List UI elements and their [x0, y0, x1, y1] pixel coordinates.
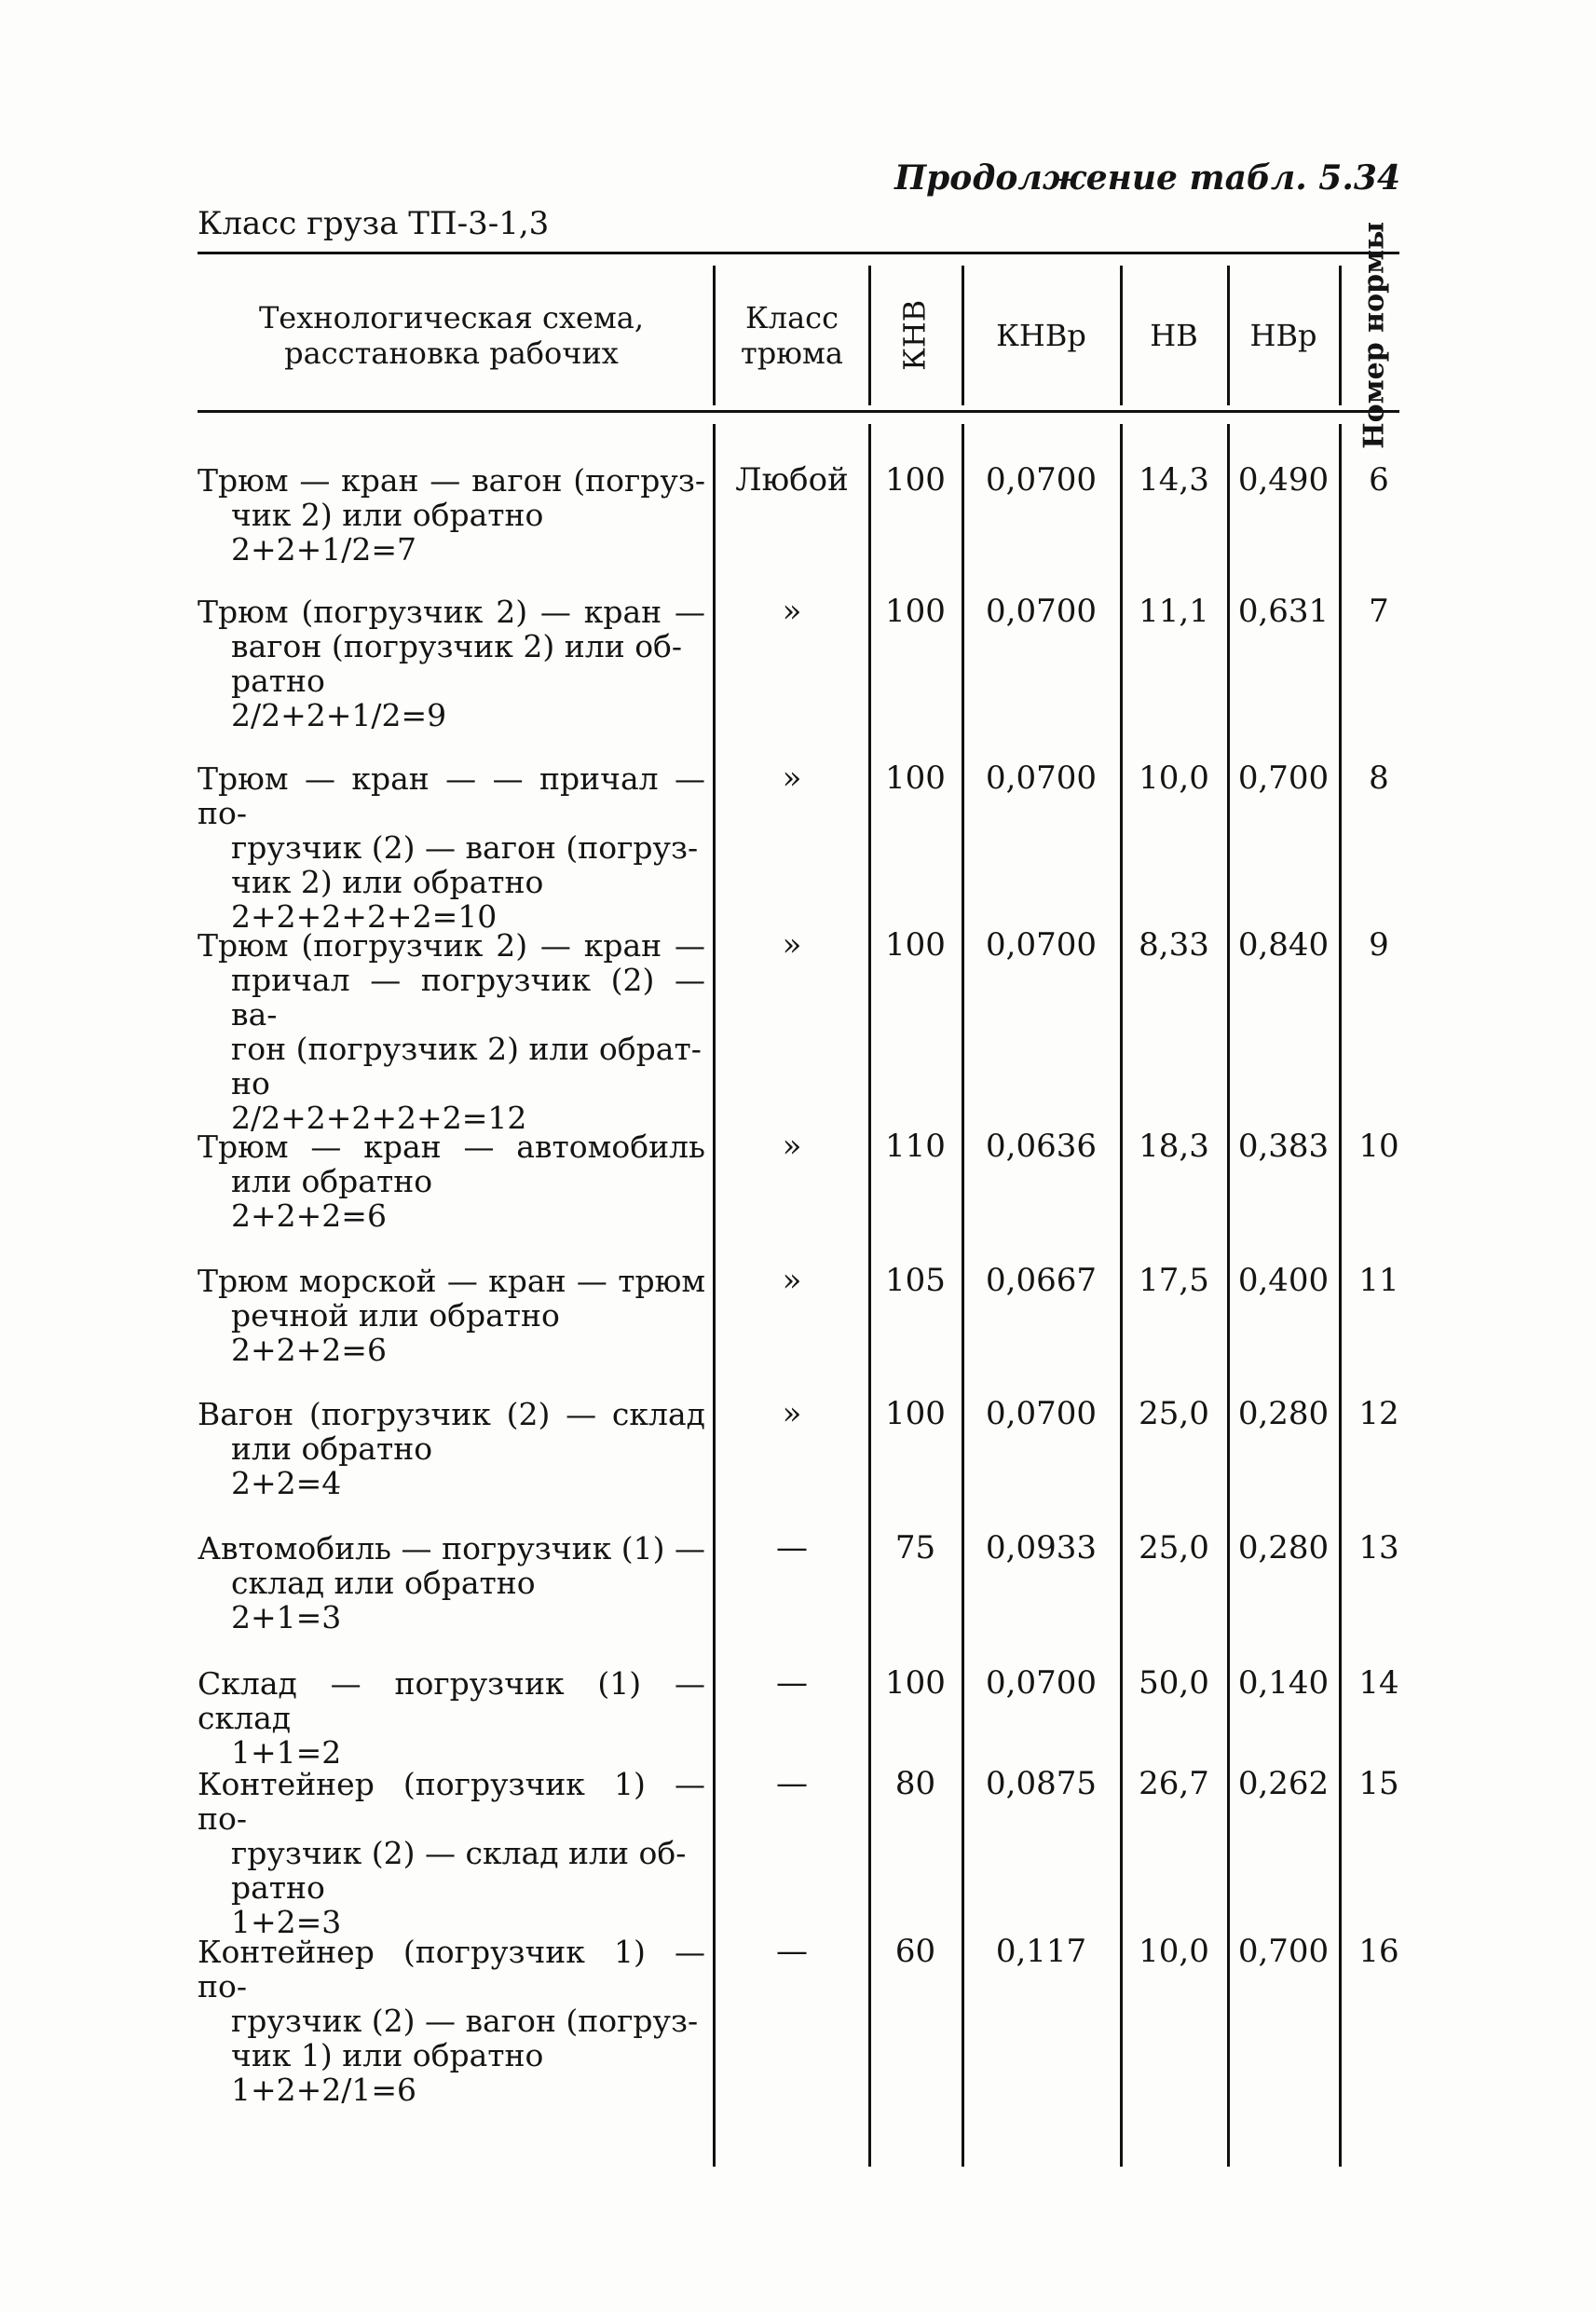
scheme-line: чик 2) или обратно [231, 497, 544, 533]
hold-class-cell: » [782, 1395, 802, 1432]
scheme-line: Трюм — кран — — причал — по- [198, 760, 705, 831]
knv-r-cell: 0,0636 [986, 1128, 1097, 1165]
knv-r-cell: 0,117 [995, 1933, 1087, 1970]
knv-cell: 100 [885, 1395, 946, 1432]
scheme-line: Трюм — кран — автомобиль [198, 1129, 705, 1165]
column-header-hold-class: Класс трюма [740, 299, 843, 371]
scheme-line: чик 1) или обратно [231, 2037, 544, 2073]
nv-cell: 10,0 [1139, 759, 1209, 797]
scheme-line: 1+2+2/1=6 [231, 2072, 417, 2108]
header-column-divider [1120, 266, 1123, 405]
scheme-cell [198, 595, 705, 732]
knv-r-cell: 0,0700 [986, 461, 1097, 499]
scheme-line: 2+2+2=6 [231, 1332, 387, 1368]
scheme-line: Вагон (погрузчик (2) — склад [198, 1396, 705, 1432]
nv-r-cell: 0,140 [1237, 1664, 1330, 1702]
scheme-line: 2+2=4 [231, 1465, 342, 1501]
knv-r-cell: 0,0700 [986, 1664, 1097, 1702]
column-header-nv-r: НВр [1249, 317, 1317, 353]
knv-cell: 100 [885, 759, 946, 797]
norm-number-cell: 9 [1369, 926, 1389, 964]
nv-cell: 25,0 [1139, 1529, 1209, 1566]
scheme-line: Трюм (погрузчик 2) — кран — [198, 927, 705, 964]
scheme-line: гон (погрузчик 2) или обрат- [231, 1031, 702, 1067]
knv-cell: 100 [885, 593, 946, 630]
nv-r-cell: 0,383 [1237, 1128, 1330, 1165]
scheme-cell [198, 463, 705, 567]
scheme-line: Трюм (погрузчик 2) — кран — [198, 594, 705, 630]
knv-cell: 60 [894, 1933, 936, 1970]
column-header-nv: НВ [1150, 317, 1198, 353]
scheme-line: Трюм — кран — вагон (погруз- [198, 462, 705, 499]
nv-cell: 11,1 [1139, 593, 1209, 630]
scheme-cell [198, 1935, 705, 2107]
scheme-line: 2/2+2+2+2+2=12 [231, 1100, 527, 1136]
hold-class-cell: — [776, 1765, 808, 1802]
knv-cell: 105 [885, 1262, 946, 1299]
scheme-line: вагон (погрузчик 2) или об- [231, 628, 683, 664]
knv-r-cell: 0,0933 [986, 1529, 1097, 1566]
column-header-norm-number [1342, 222, 1407, 449]
norm-number-cell: 14 [1358, 1664, 1399, 1702]
nv-cell: 50,0 [1139, 1664, 1209, 1702]
norm-number-cell: 7 [1369, 593, 1389, 630]
header-column-divider [868, 266, 871, 405]
knv-r-cell: 0,0700 [986, 926, 1097, 964]
scheme-cell [198, 1531, 705, 1635]
hold-class-cell: » [782, 593, 802, 630]
norm-number-cell: 11 [1358, 1262, 1399, 1299]
scheme-line: но [231, 1065, 270, 1101]
hold-class-cell: » [782, 1128, 802, 1165]
scheme-line: ратно [231, 1869, 325, 1906]
scheme-line: Трюм морской — кран — трюм [198, 1263, 705, 1299]
nv-r-cell: 0,490 [1237, 461, 1330, 499]
scheme-cell [198, 928, 705, 1135]
scheme-line: грузчик (2) — вагон (погруз- [231, 829, 699, 866]
nv-r-cell: 0,280 [1237, 1529, 1330, 1566]
knv-cell: 75 [894, 1529, 936, 1566]
body-column-divider [713, 424, 716, 2167]
scheme-line: Склад — погрузчик (1) — склад [198, 1665, 705, 1736]
norm-number-cell: 8 [1369, 759, 1389, 797]
knv-r-cell: 0,0700 [986, 1395, 1097, 1432]
scheme-line: 2+2+1/2=7 [231, 531, 417, 568]
scheme-cell [198, 1666, 705, 1770]
knv-cell: 100 [885, 1664, 946, 1702]
header-column-divider [1339, 266, 1342, 405]
nv-cell: 26,7 [1139, 1765, 1209, 1802]
scheme-line: склад или обратно [231, 1565, 536, 1601]
header-rule [198, 410, 1399, 413]
scheme-line: 1+1=2 [231, 1734, 342, 1771]
scheme-line: 2/2+2+1/2=9 [231, 697, 447, 733]
scheme-cell [198, 1397, 705, 1500]
header-column-divider [962, 266, 964, 405]
scheme-line: причал — погрузчик (2) — ва- [231, 962, 705, 1033]
nv-r-cell: 0,631 [1237, 593, 1330, 630]
hold-class-cell: » [782, 926, 802, 964]
hold-class-cell: — [776, 1933, 808, 1970]
column-header-knv-text: КНВ [896, 299, 933, 372]
nv-cell: 25,0 [1139, 1395, 1209, 1432]
nv-cell: 10,0 [1139, 1933, 1209, 1970]
header-column-divider [1227, 266, 1230, 405]
scheme-line: 2+1=3 [231, 1599, 342, 1635]
knv-cell: 80 [894, 1765, 936, 1802]
top-rule [198, 252, 1399, 254]
nv-r-cell: 0,840 [1237, 926, 1330, 964]
column-header-knv [871, 270, 960, 401]
scheme-cell [198, 1129, 705, 1233]
column-header-scheme: Технологическая схема, расстановка рабочих [258, 299, 645, 371]
norm-number-cell: 12 [1358, 1395, 1399, 1432]
hold-class-cell: » [782, 1262, 802, 1299]
nv-cell: 18,3 [1139, 1128, 1209, 1165]
knv-cell: 110 [885, 1128, 946, 1165]
scheme-line: 2+2+2+2+2=10 [231, 898, 498, 935]
header-column-divider [713, 266, 716, 405]
knv-cell: 100 [885, 461, 946, 499]
nv-r-cell: 0,700 [1237, 759, 1330, 797]
scheme-line: Контейнер (погрузчик 1) — по- [198, 1766, 705, 1837]
table-continuation-label: Продолжение табл. 5.34 [894, 158, 1400, 198]
norm-number-cell: 15 [1358, 1765, 1399, 1802]
norm-number-cell: 10 [1358, 1128, 1399, 1165]
scheme-line: чик 2) или обратно [231, 864, 544, 900]
nv-r-cell: 0,400 [1237, 1262, 1330, 1299]
nv-r-cell: 0,262 [1237, 1765, 1330, 1802]
hold-class-cell: — [776, 1664, 808, 1702]
knv-r-cell: 0,0700 [986, 759, 1097, 797]
scheme-cell [198, 1264, 705, 1367]
nv-r-cell: 0,280 [1237, 1395, 1330, 1432]
nv-cell: 17,5 [1139, 1262, 1209, 1299]
knv-r-cell: 0,0700 [986, 593, 1097, 630]
scheme-cell [198, 1767, 705, 1939]
scheme-line: или обратно [231, 1163, 433, 1199]
norm-number-cell: 16 [1358, 1933, 1399, 1970]
hold-class-cell: Любой [735, 461, 849, 499]
nv-cell: 14,3 [1139, 461, 1209, 499]
knv-cell: 100 [885, 926, 946, 964]
knv-r-cell: 0,0875 [986, 1765, 1097, 1802]
cargo-class-label: Класс груза ТП-3-1,3 [198, 205, 550, 242]
scheme-line: или обратно [231, 1430, 433, 1467]
hold-class-cell: » [782, 759, 802, 797]
knv-r-cell: 0,0667 [986, 1262, 1097, 1299]
scheme-line: грузчик (2) — склад или об- [231, 1835, 687, 1871]
scheme-line: Автомобиль — погрузчик (1) — [198, 1530, 705, 1566]
scheme-cell [198, 761, 705, 934]
norm-number-cell: 6 [1369, 461, 1389, 499]
column-header-knv-r: КНВр [996, 317, 1086, 353]
hold-class-cell: — [776, 1529, 808, 1566]
scheme-line: ратно [231, 663, 325, 699]
column-header-norm-number-text: Номер нормы [1357, 222, 1391, 449]
scheme-line: 2+2+2=6 [231, 1197, 387, 1234]
nv-r-cell: 0,700 [1237, 1933, 1330, 1970]
scheme-line: 1+2=3 [231, 1904, 342, 1940]
scheme-line: грузчик (2) — вагон (погруз- [231, 2003, 699, 2039]
nv-cell: 8,33 [1139, 926, 1209, 964]
scheme-line: речной или обратно [231, 1297, 560, 1334]
norm-number-cell: 13 [1358, 1529, 1399, 1566]
scheme-line: Контейнер (погрузчик 1) — по- [198, 1934, 705, 2004]
